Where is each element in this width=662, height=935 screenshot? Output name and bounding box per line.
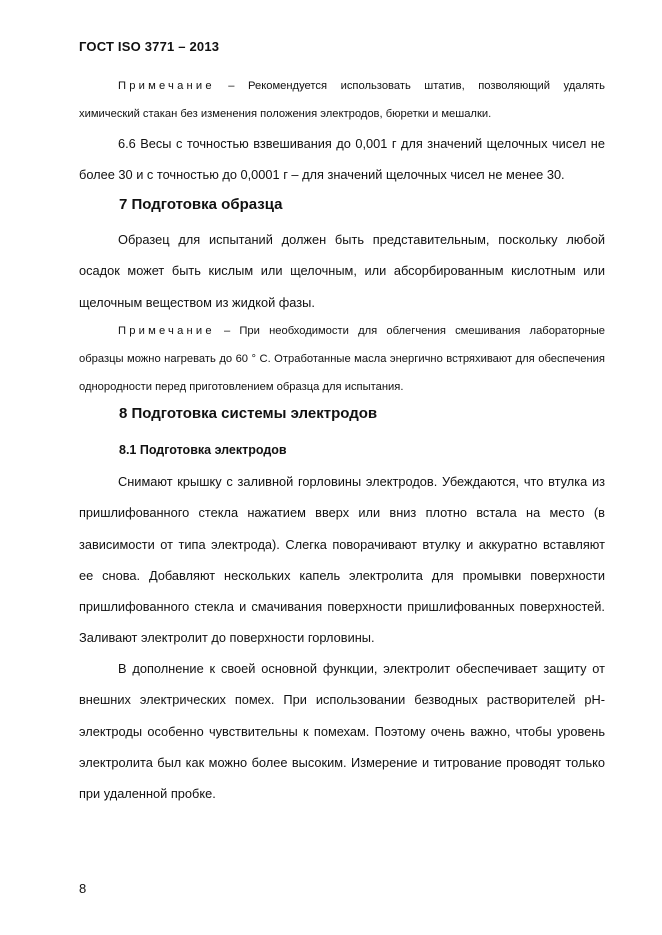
section-7-heading: 7 Подготовка образца bbox=[119, 196, 283, 213]
section-8-heading: 8 Подготовка системы электродов bbox=[119, 405, 378, 422]
document-header: ГОСТ ISO 3771 – 2013 bbox=[79, 39, 220, 54]
paragraph-6-6: 6.6 Весы с точностью взвешивания до 0,001 г для значений щелочных чисел не более 30 и с точностью до 0,0001 г – для значений щелочных чисел не менее 30. bbox=[79, 136, 605, 183]
section-8-1-paragraph-2: В дополнение к своей основной функции, электролит обеспечивает защиту от внешних электрических помех. При использовании безводных растворителей pH-электроды особенно чувствительны к помехам. Поэтому очень важно, чтобы уровень электролита был как можно более высоким. Измерение и титрование проводят только при удаленной пробке. bbox=[79, 661, 605, 802]
section-8-1-paragraph-1: Снимают крышку с заливной горловины электродов. Убеждаются, что втулка из пришлифованного стекла нажатием вверх или вниз плотно встала на место (в зависимости от типа электрода). Слегка поворачивают втулку и аккуратно вставляют ее снова. Добавляют нескольких капель электролита для промывки поверхности пришлифованного стекла и смачивания поверхности пришлифованных поверхностей. Заливают электролит до поверхности горловины. bbox=[79, 474, 605, 646]
subsection-8-1-heading: 8.1 Подготовка электродов bbox=[119, 443, 287, 457]
note-label: Примечание bbox=[118, 325, 215, 337]
page-number: 8 bbox=[79, 881, 87, 896]
note-2 bbox=[79, 317, 605, 401]
note-1 bbox=[79, 72, 605, 128]
section-7-paragraph: Образец для испытаний должен быть представительным, поскольку любой осадок может быть кислым или щелочным, или абсорбированным кислотным или щелочным веществом из жидкой фазы. bbox=[79, 232, 605, 310]
note-text: – Рекомендуется использовать штатив, позволяющий удалять химический стакан без изменения положения электродов, бюретки и мешалки. bbox=[79, 80, 605, 120]
note-label: Примечание bbox=[118, 80, 215, 92]
note-text: – При необходимости для облегчения смешивания лабораторные образцы можно нагревать до 60 ° С. Отработанные масла энергично встряхивают для обеспечения однородности перед приготовлением образца для испытания. bbox=[79, 325, 605, 393]
